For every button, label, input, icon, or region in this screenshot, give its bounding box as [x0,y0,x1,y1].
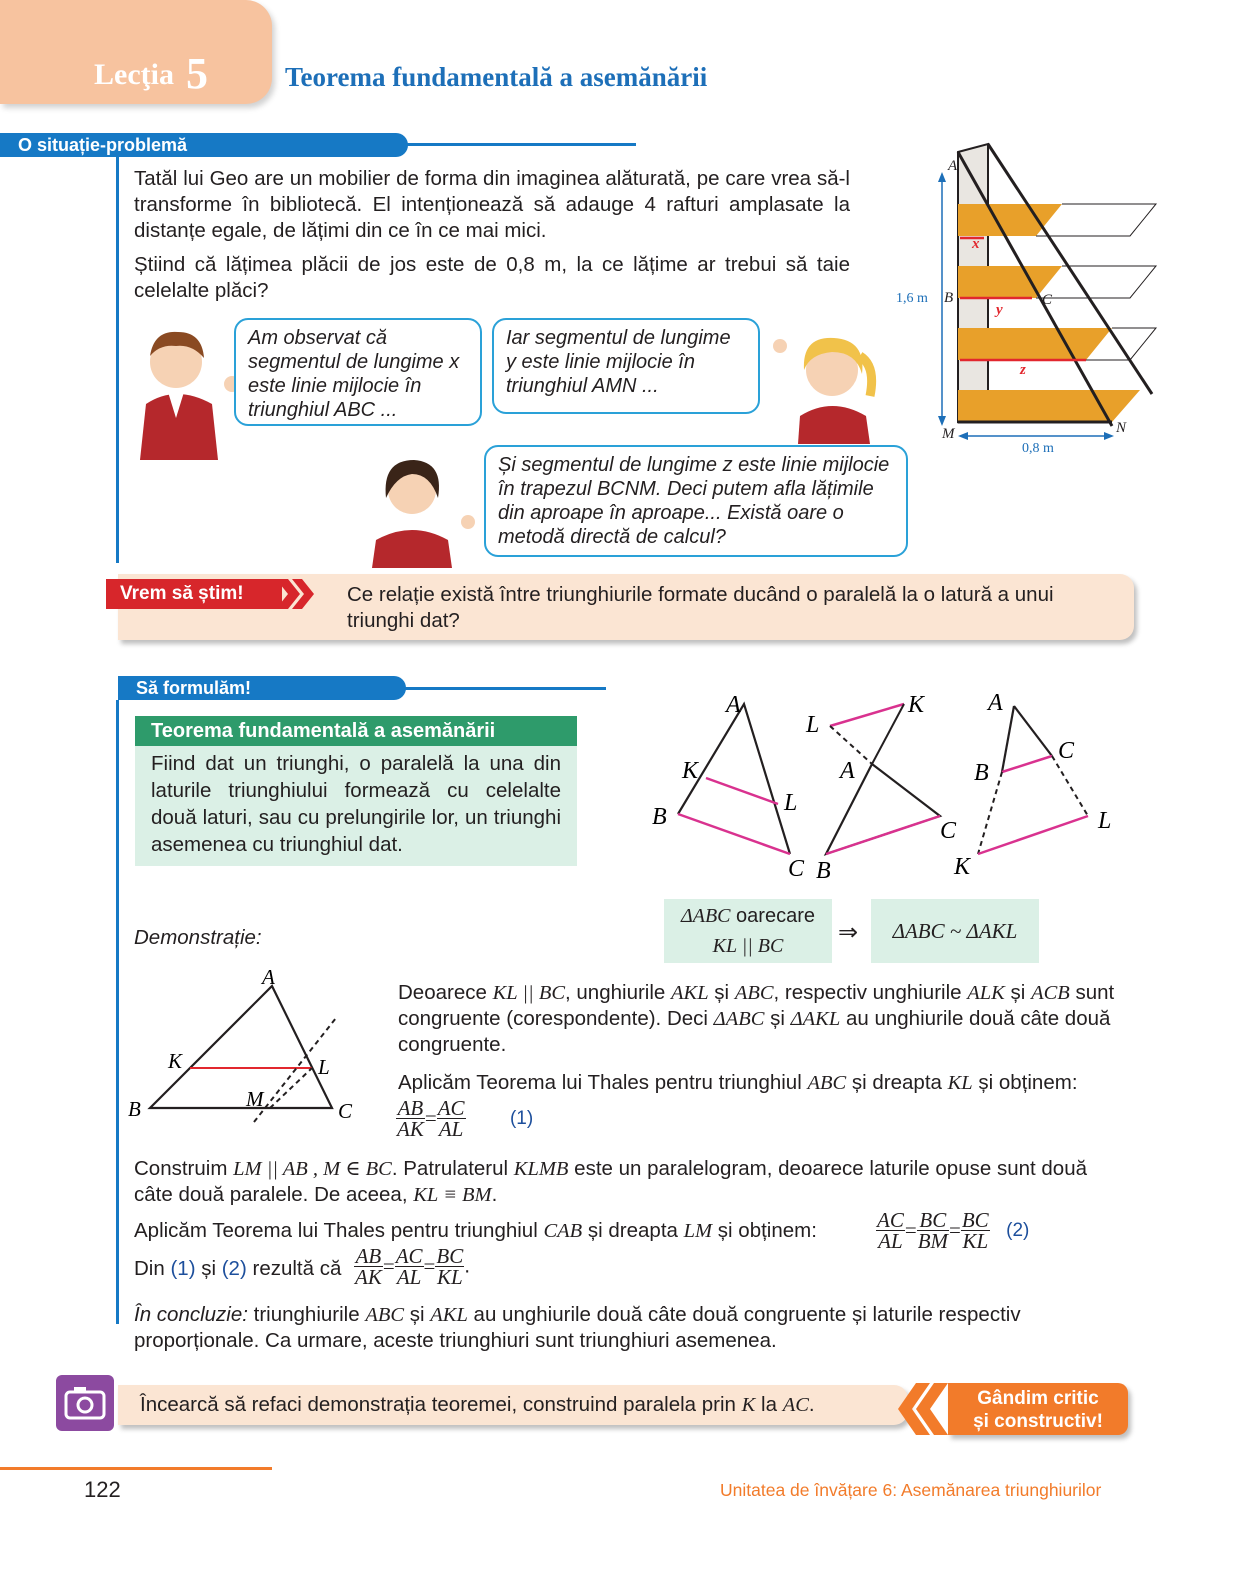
fig3-label-L: L [1098,808,1112,834]
conclusion-text: și [404,1303,431,1326]
equation-ref-1: (1) [509,1107,534,1129]
proof-figure [120,962,370,1128]
chevrons-left-icon [896,1383,952,1435]
camera-icon [56,1375,114,1431]
speech-bubble-girl: Iar segmentul de lungime y este linie mijlocie în triunghiul AMN ... [492,318,760,414]
fraction [395,1246,424,1287]
lesson-word: Lecţia [94,58,174,91]
p3-text: este un paralelogram, deoarece laturile opuse sunt două câte două paralele. De aceea, [134,1157,1088,1206]
footer-rule [0,1467,272,1470]
proof-label-A: A [262,965,275,989]
proof-label: Demonstrație: [134,926,262,949]
p4-text: și dreapta [582,1219,684,1242]
fig2-label-A: A [840,758,855,784]
p1-text: , respectiv unghiurile [773,981,968,1004]
figure-3 [953,690,1111,880]
theorem-text: Fiind dat un triunghi, o paralelă la una din laturile triunghiului formează cu celelalte două laturi, sau cu prelungirile lor, un triunghi asemenea cu triunghiul dat. [135,746,577,866]
shelf-figure [890,140,1170,470]
section-rule [390,143,636,146]
critical-line-1: Gândim critic [977,1388,1099,1409]
denominator: AK [355,1265,382,1289]
p3-text: . [491,1183,498,1206]
fig1-label-L: L [784,790,798,816]
fraction [354,1246,383,1287]
fig1-label-B: B [652,804,667,830]
fraction [396,1098,425,1139]
try-it-text [140,1392,815,1418]
p2-text: și dreapta [846,1071,948,1094]
problem-paragraph-1: Tatăl lui Geo are un mobilier de forma din imaginea alăturată, pe care vrea să-l transforme în bibliotecă. El intenționează să adauge 4 rafturi amplasate la distanțe egale, de lățimi din ce în ce mai mici. [134,167,850,242]
fig3-label-C: C [1058,738,1075,764]
p5-ref: (1) [170,1257,196,1280]
fig1-label-C: C [788,856,805,882]
p4-math: CAB [543,1220,583,1242]
proof-label-K: K [168,1049,183,1073]
try-math: K [741,1394,756,1416]
p1-math: ABC [734,982,774,1004]
hypothesis-parallel: KL || BC [712,935,784,957]
shelf-label-x: x [972,236,980,252]
p3-text: Construim [134,1157,234,1180]
p1-text: și [708,981,735,1004]
period: . [464,1254,471,1278]
proof-label-L: L [318,1055,330,1079]
page-title: Teorema fundamentală a asemănării [285,62,708,92]
try-text: Încearcă să refaci demonstrația teoremei, construind paralela prin [140,1393,742,1416]
page-number: 122 [84,1477,121,1502]
p2-math: ABC [807,1072,847,1094]
figure-1 [652,692,805,882]
proof-paragraph-4 [134,1218,817,1244]
implies-arrow: ⇒ [838,919,859,946]
p1-math: ΔABC [713,1008,765,1030]
proof-label-B: B [128,1097,141,1121]
proof-label-M: M [246,1087,264,1111]
proof-paragraph-3 [134,1156,1110,1208]
numerator: AC [877,1208,904,1232]
unit-title: Unitatea de învățare 6: Asemănarea triunghiurilor [720,1480,1102,1500]
section-formulate-header: Să formulăm! [118,676,406,700]
lesson-number: 5 [186,49,208,98]
try-text: la [755,1393,783,1416]
triangle-figures [640,684,1130,884]
equals-sign: = [382,1254,395,1278]
conclusion-text: triunghiurile [247,1303,366,1326]
equals-sign: = [949,1218,961,1242]
p4-text: Aplicăm Teorema lui Thales pentru triunghiul [134,1219,544,1242]
conclusion-label: În concluzie: [134,1303,248,1326]
denominator: AL [438,1117,464,1141]
critical-line-2: și constructiv! [973,1411,1103,1432]
fraction [437,1098,466,1139]
p1-math: ACB [1031,982,1070,1004]
denominator: AL [396,1265,422,1289]
fraction [435,1246,464,1287]
numerator: AB [397,1096,424,1120]
speech-bubble-girl2: Și segmentul de lungime z este linie mijlocie în trapezul BCNM. Deci putem afla lățimile din aproape în aproape... Există oare o metodă directă de calcul? [484,445,908,557]
shelf-width-label: 0,8 m [1022,441,1054,456]
p1-text: și [1004,981,1032,1004]
p3-text: . Patrulaterul [391,1157,514,1180]
shelf-label-B: B [944,290,954,306]
proof-conclusion [134,1302,1094,1354]
fig2-label-L: L [806,712,820,738]
denominator: KL [962,1229,989,1253]
shelf-label-A: A [948,158,958,174]
conclusion-text: au unghiurile două câte două congruente și laturile respectiv proporționale. Ca urmare, aceste triunghiuri sunt triunghiuri asemenea. [134,1303,1021,1352]
question-text: Ce relație există între triunghiurile formate ducând o paralelă la o latură a unui triunghi dat? [347,583,1054,632]
numerator: AB [355,1244,382,1268]
p3-math: KLMB [513,1158,569,1180]
p5-ref: (2) [221,1257,247,1280]
numerator: AC [437,1096,465,1120]
shelf-label-y: y [996,302,1003,318]
p1-text: sunt congruente (corespondente). Deci [398,981,1115,1030]
shelf-height-label: 1,6 m [896,291,928,306]
section-margin-line-2 [116,700,119,1324]
fig3-label-A: A [988,690,1003,716]
problem-paragraph-2: Știind că lățimea plăcii de jos este de 0,8 m, la ce lățime ar trebui să taie celelalte plăci? [134,253,850,302]
p4-math: LM [683,1220,713,1242]
boy-illustration [132,322,244,462]
equals-sign: = [904,1218,917,1242]
chevrons-icon [276,579,324,609]
fraction [876,1210,905,1251]
p1-math: ALK [967,982,1005,1004]
p1-text: , unghiurile [565,981,671,1004]
p5-text: Din [134,1257,171,1280]
want-to-know-label: Vrem să știm! [106,579,282,609]
fig1-label-K: K [682,758,699,784]
fraction [961,1210,990,1251]
proof-paragraph-1 [398,980,1122,1058]
shelf-label-z: z [1020,362,1026,378]
proof-equation-1 [396,1098,533,1139]
numerator: BC [917,1210,949,1231]
critical-thinking-badge [948,1383,1128,1435]
try-text: . [808,1393,815,1416]
p4-text: și obținem: [712,1219,817,1242]
p1-text: au unghiurile două câte două congruente. [398,1007,1111,1056]
proof-equation-2 [876,1210,1029,1251]
denominator: KL [436,1265,463,1289]
denominator: BM [917,1229,949,1253]
shelf-label-N: N [1116,420,1127,436]
proof-paragraph-5 [134,1256,341,1282]
proof-paragraph-2 [398,1070,1128,1096]
numerator: BC [436,1244,464,1268]
p3-math: KL ≡ BM [413,1184,492,1206]
p5-text: rezultă că [246,1257,342,1280]
try-math: AC [782,1394,809,1416]
equals-sign: = [424,1106,437,1130]
p2-text: și obținem: [972,1071,1078,1094]
fig2-label-C: C [940,818,957,844]
p1-math: AKL [671,982,709,1004]
proof-label-C: C [338,1099,353,1123]
p2-text: Aplicăm Teorema lui Thales pentru triunghiul [398,1071,808,1094]
proof-equation-3 [354,1246,470,1287]
equals-sign: = [423,1254,436,1278]
denominator: AL [878,1229,903,1253]
p1-math: ΔAKL [790,1008,841,1030]
fig2-label-B: B [816,858,831,884]
fig1-label-A: A [726,692,741,718]
conclusion-math: AKL [430,1304,468,1326]
numerator: BC [961,1208,989,1232]
fraction [917,1210,949,1251]
shelf-label-M: M [942,426,955,442]
section-problem-header: O situație-problemă [0,133,408,157]
p1-math: KL || BC [492,982,566,1004]
p3-math: LM || AB , M ∈ BC [233,1158,392,1180]
fig3-label-B: B [974,760,989,786]
numerator: AC [395,1244,423,1268]
girl2-illustration [368,450,480,568]
section-rule-2 [388,687,606,690]
p2-math: KL [947,1072,973,1094]
fig3-label-K: K [954,854,971,880]
conclusion-math: ABC [365,1304,405,1326]
p1-text: Deoarece [398,981,493,1004]
hypothesis-triangle: ΔABC [680,905,731,927]
fig2-label-K: K [908,692,925,718]
conclusion-box: ΔABC ~ ΔAKL [871,899,1039,963]
p5-text: și [195,1257,222,1280]
girl-illustration [770,326,890,444]
p1-text: și [764,1007,791,1030]
figure-2 [805,692,957,884]
denominator: AK [397,1117,424,1141]
equation-ref-2: (2) [1006,1219,1030,1241]
theorem-title: Teorema fundamentală a asemănării [135,716,577,746]
hypothesis-box [664,899,832,963]
shelf-label-C: C [1042,292,1053,308]
hypothesis-arbitrary: oarecare [730,905,815,927]
section-margin-line [116,157,119,563]
speech-bubble-boy: Am observat că segmentul de lungime x este linie mijlocie în triunghiul ABC ... [234,318,482,426]
